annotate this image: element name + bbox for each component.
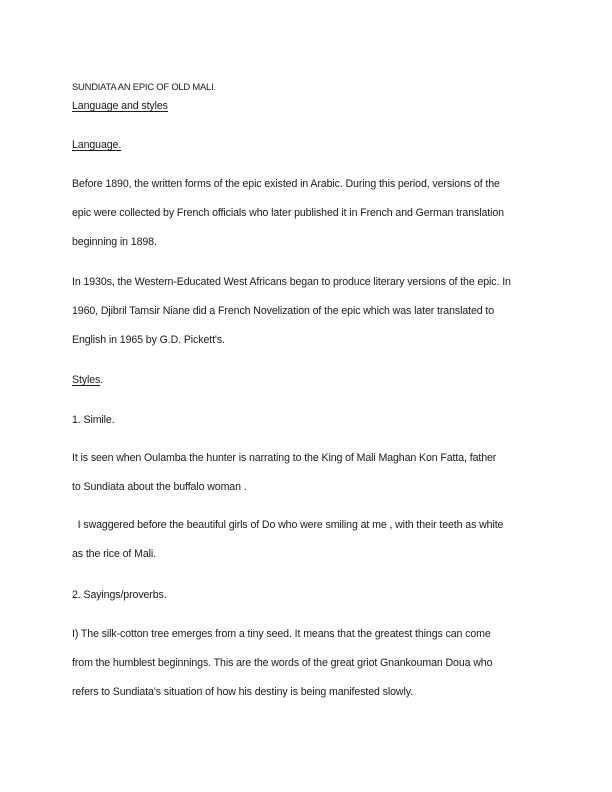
section-heading: Language and styles	[72, 100, 168, 112]
text-line: as the rice of Mali.	[72, 548, 156, 560]
text-line: 1960, Djibril Tamsir Niane did a French Novelization of the epic which was later translated to	[72, 305, 495, 317]
text-line: beginning in 1898.	[72, 236, 157, 248]
text-line: In 1930s, the Western-Educated West Africans began to produce literary versions of the epic. In	[72, 276, 511, 288]
text-line: refers to Sundiata's situation of how his destiny is being manifested slowly.	[72, 686, 413, 698]
styles-heading-period: .	[100, 374, 104, 386]
text-line: epic were collected by French officials who later published it in French and German translation	[72, 207, 504, 219]
text-line: from the humblest beginnings. This are the words of the great griot Gnankouman Doua who	[72, 657, 493, 669]
styles-heading-text: Styles	[72, 374, 101, 386]
text-line: I) The silk-cotton tree emerges from a tiny seed. It means that the greatest things can come	[72, 628, 491, 640]
styles-heading	[72, 373, 103, 387]
text-line: to Sundiata about the buffalo woman .	[72, 481, 247, 493]
simile-heading: 1. Simile.	[72, 414, 115, 426]
proverbs-heading: 2. Sayings/proverbs.	[72, 589, 167, 601]
text-line: English in 1965 by G.D. Pickett's.	[72, 334, 225, 346]
text-line: It is seen when Oulamba the hunter is narrating to the King of Mali Maghan Kon Fatta, father	[72, 452, 497, 464]
document-title: SUNDIATA AN EPIC OF OLD MALI.	[72, 81, 216, 92]
text-line: Before 1890, the written forms of the epic existed in Arabic. During this period, versions of the	[72, 178, 500, 190]
language-heading: Language.	[72, 139, 122, 151]
text-line: I swaggered before the beautiful girls of Do who were smiling at me , with their teeth as white	[72, 519, 504, 531]
